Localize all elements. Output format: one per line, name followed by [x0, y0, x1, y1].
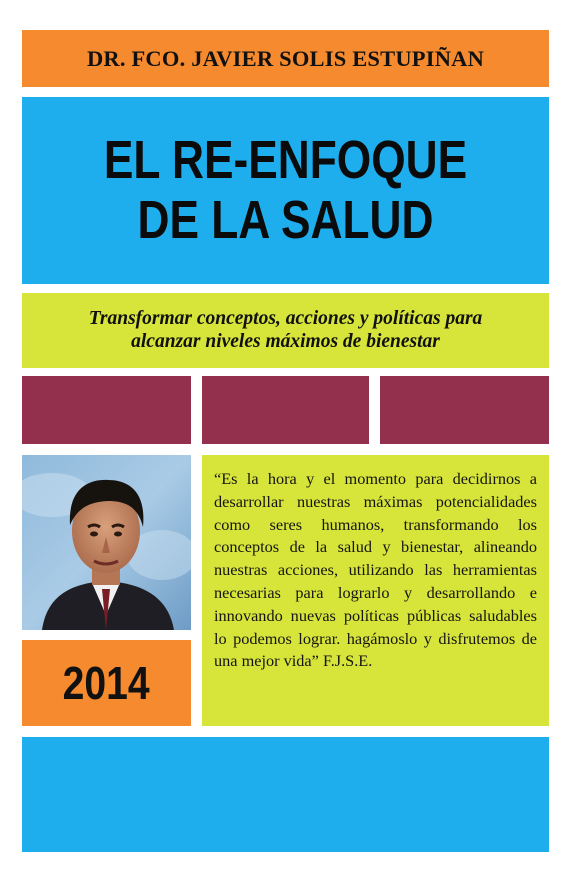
decorative-blue-block	[22, 737, 549, 852]
author-banner	[22, 30, 549, 87]
publication-year: 2014	[63, 657, 150, 709]
subtitle-line-1: Transformar conceptos, acciones y políticas para	[88, 308, 483, 330]
decorative-maroon-block	[202, 376, 369, 444]
decorative-maroon-block	[22, 376, 191, 444]
decorative-maroon-block	[380, 376, 549, 444]
quote-box	[202, 455, 549, 726]
book-title-line-1: EL RE-ENFOQUE	[103, 130, 468, 191]
author-quote: “Es la hora y el momento para decidirnos a desarrollar nuestras máximas potencialidades como seres humanos, transformando los conceptos de la salud y bienestar, alineando nuestras acciones, utilizando las herramientas necesarias para lograrlo y desarrollando e innovando nuevas políticas públicas saludables lo podemos lograr. hagámoslo y disfrutemos de una mejor vida” F.J.S.E.	[214, 469, 537, 671]
title-banner	[22, 97, 549, 284]
subtitle-banner	[22, 293, 549, 368]
book-title-line-2: DE LA SALUD	[137, 189, 434, 250]
year-banner	[22, 640, 191, 726]
author-portrait	[22, 455, 191, 630]
author-name: DR. FCO. JAVIER SOLIS ESTUPIÑAN	[86, 45, 485, 71]
subtitle-line-2: alcanzar niveles máximos de bienestar	[131, 330, 440, 352]
